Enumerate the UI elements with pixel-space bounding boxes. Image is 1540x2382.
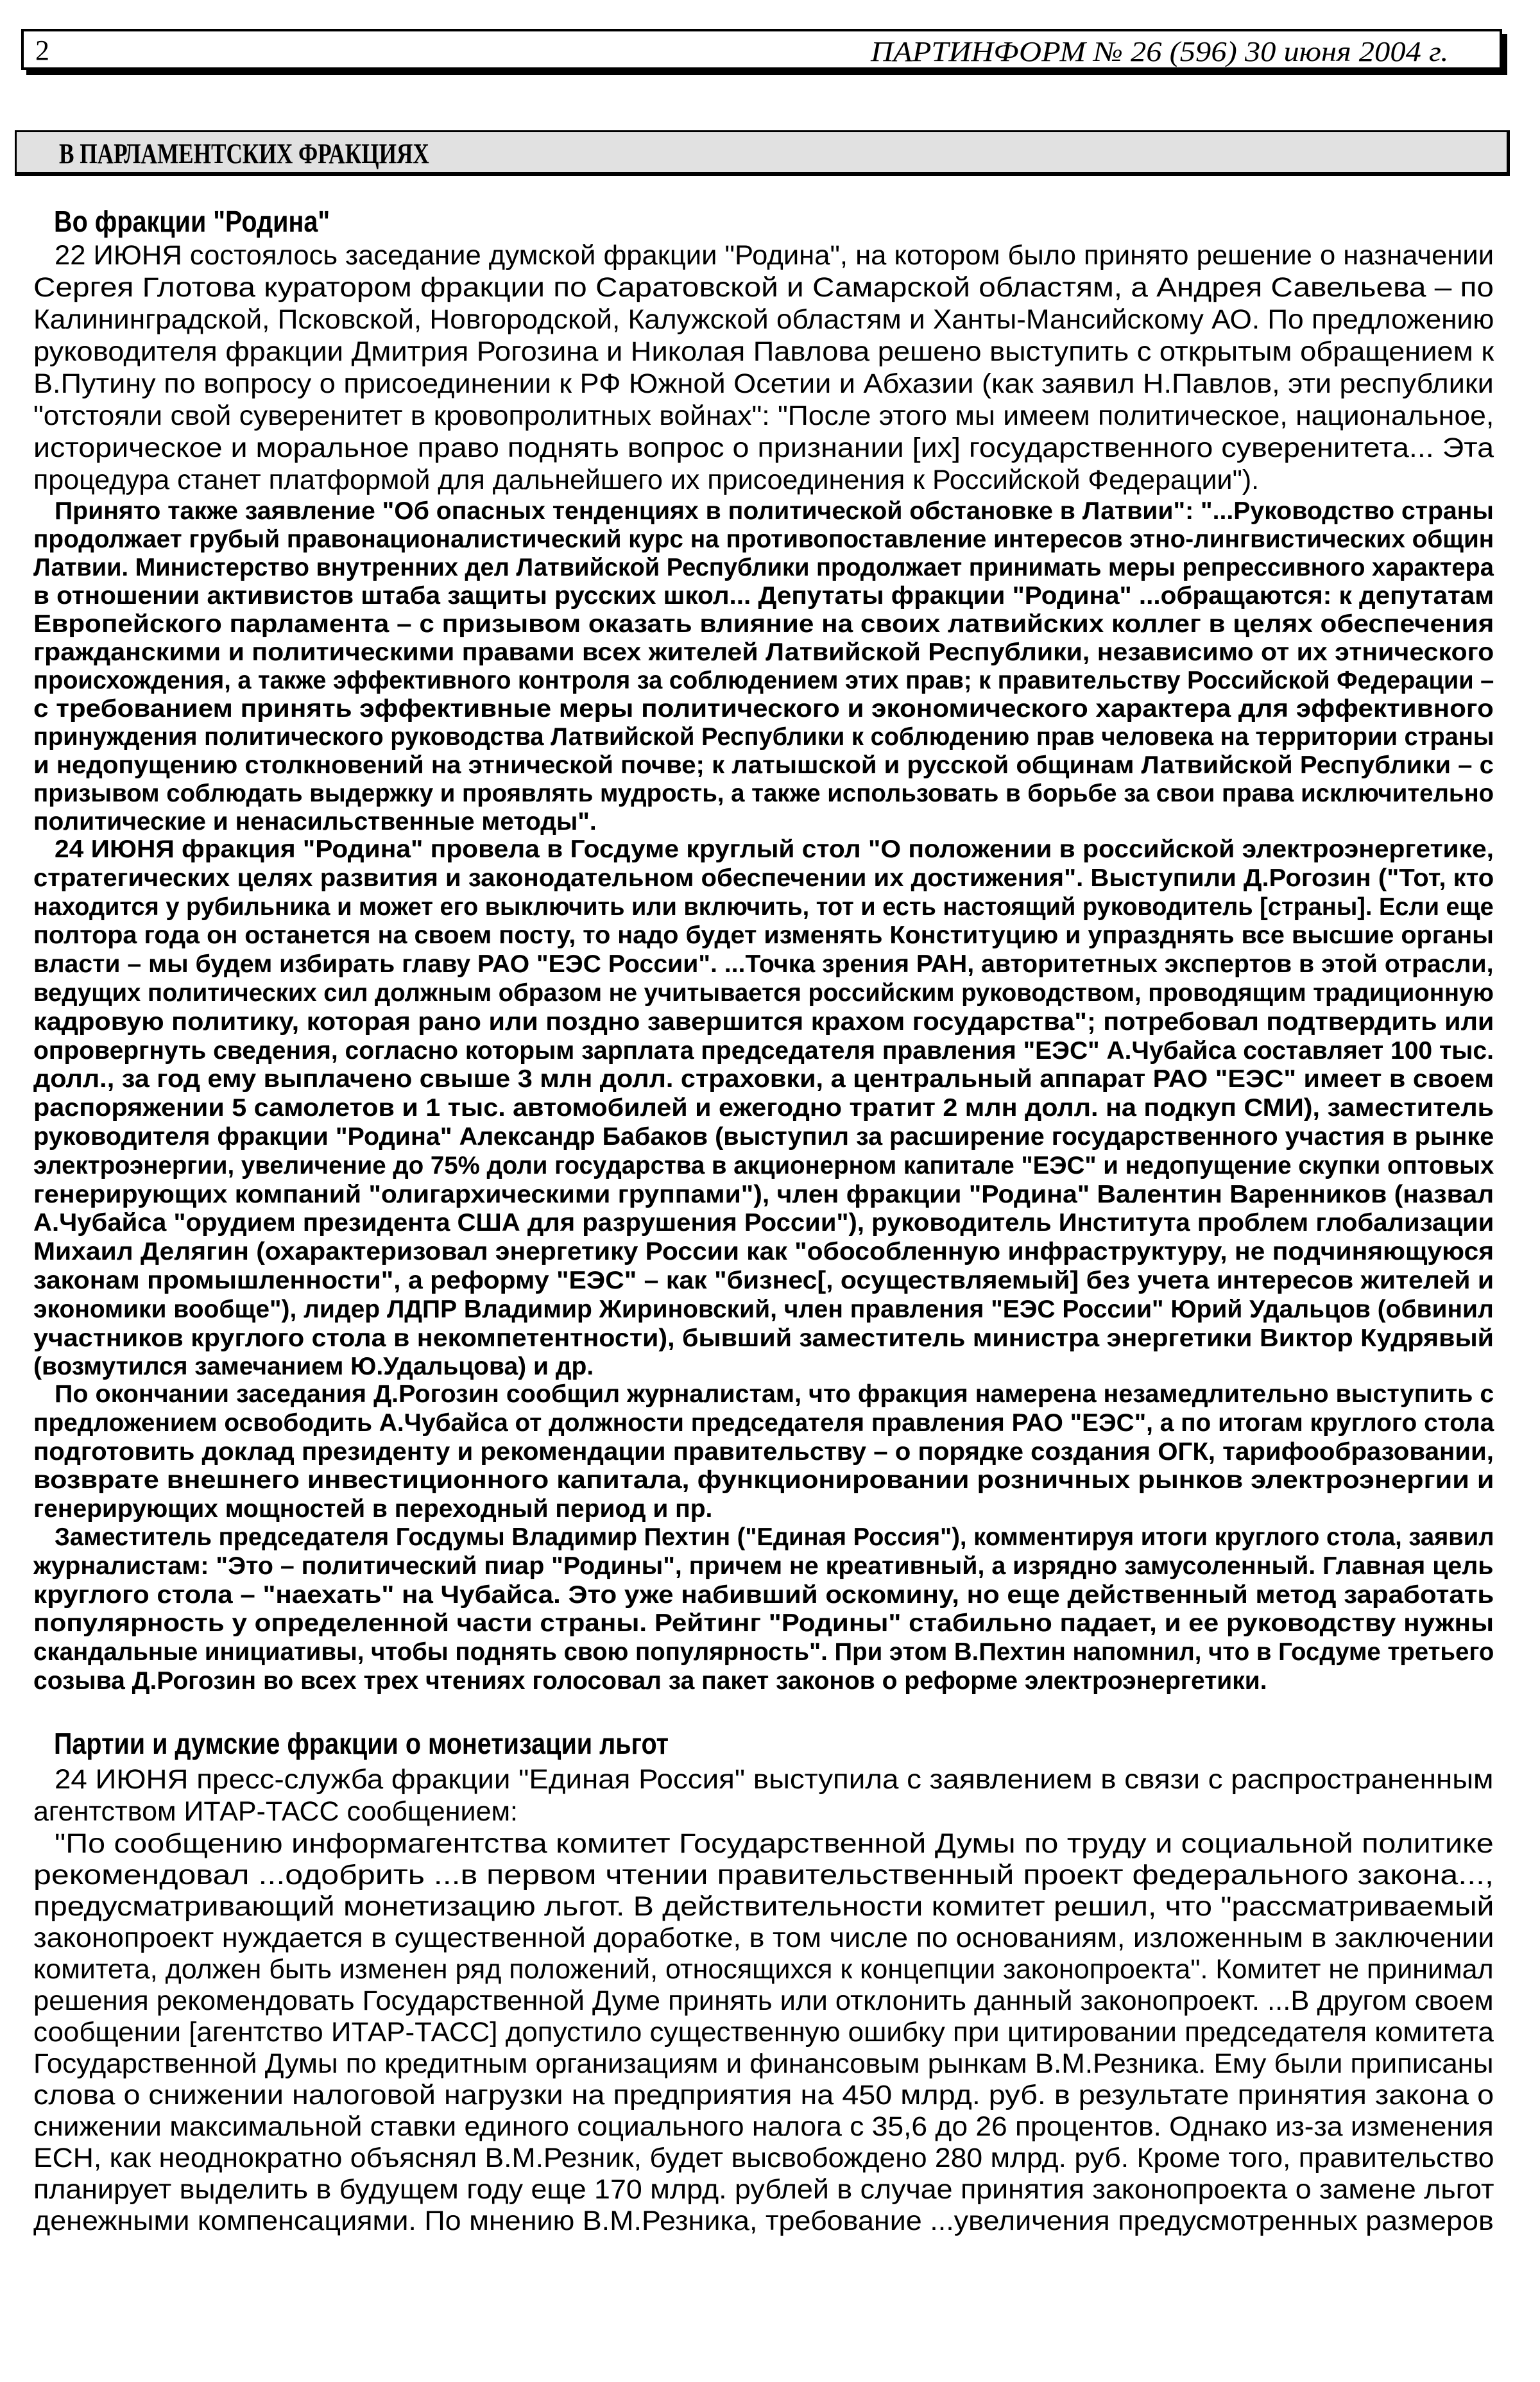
text-line bbox=[33, 1860, 1494, 1891]
paragraph bbox=[33, 1763, 1494, 1828]
text-line bbox=[33, 1795, 1494, 1828]
text-line bbox=[33, 1609, 1494, 1638]
text-line-content: (возмутился замечанием Ю.Удальцова) и др. bbox=[33, 1353, 594, 1381]
text-line-content: опровергнуть сведения, согласно которым зарплата председателя правления "ЕЭС" А.Чубайса составляет 100 тыс. bbox=[33, 1036, 1494, 1065]
text-line-content: ЕСН, как неоднократно объяснял В.М.Резник, будет высвобождено 280 млрд. руб. Кроме того, правительство bbox=[33, 2143, 1494, 2173]
text-line bbox=[33, 2111, 1494, 2143]
paragraph bbox=[33, 239, 1494, 496]
text-line bbox=[33, 1238, 1494, 1267]
text-line bbox=[33, 695, 1494, 723]
page-header bbox=[21, 29, 1502, 70]
text-line-content: генерирующих компаний "олигархическими группами"), член фракции "Родина" Валентин Варенников (назвал bbox=[33, 1180, 1494, 1208]
text-line bbox=[33, 2017, 1494, 2048]
text-line-content: Государственной Думы по кредитным организациям и финансовым рынкам В.М.Резника. Ему были приписаны bbox=[33, 2048, 1494, 2079]
text-line-content: в отношении активистов штаба защиты русских школ... Депутаты фракции "Родина" ...обращаются: к депутатам bbox=[33, 582, 1494, 610]
text-line-content: руководителя фракции Дмитрия Рогозина и Николая Павлова решено выступить с открытым обращением к bbox=[33, 336, 1494, 367]
text-line-content: скандальные инициативы, чтобы поднять свою популярность". При этом В.Пехтин напомнил, что в Госдуме третьего bbox=[33, 1638, 1494, 1667]
text-line bbox=[33, 723, 1494, 751]
paragraph bbox=[33, 1523, 1494, 1696]
text-line bbox=[33, 1985, 1494, 2017]
text-line-content: круглого стола – "наехать" на Чубайса. Это уже набивший оскомину, но еще действенный метод заработать bbox=[33, 1581, 1494, 1609]
text-line-content: генерирующих мощностей в переходный период и пр. bbox=[33, 1495, 713, 1523]
text-line bbox=[33, 336, 1494, 368]
text-line bbox=[33, 893, 1494, 922]
text-line bbox=[33, 1324, 1494, 1353]
text-line-content: полтора года он останется на своем посту, то надо будет изменять Конституцию и упразднять все высшие органы bbox=[33, 921, 1494, 950]
text-line bbox=[33, 667, 1494, 695]
text-line-content: Латвии. Министерство внутренних дел Латвийской Республики продолжает принимать меры репрессивного характера bbox=[33, 554, 1494, 581]
text-line-content: агентством ИТАР-ТАСС сообщением: bbox=[33, 1796, 518, 1827]
text-line bbox=[33, 921, 1494, 950]
text-line bbox=[33, 368, 1494, 400]
text-line bbox=[33, 1638, 1494, 1667]
text-line-content: слова о снижении налоговой нагрузки на предприятия на 450 млрд. руб. в результате принятия закона о bbox=[33, 2080, 1494, 2111]
text-line-content: с требованием принять эффективные меры политического и экономического характера для эффективного bbox=[33, 695, 1494, 723]
text-line-content: созыва Д.Рогозин во всех трех чтениях голосовал за пакет законов о реформе электроэнергетики. bbox=[33, 1667, 1267, 1695]
text-line-content: ведущих политических сил должным образом не учитывается российским руководством, проводящим традиционную bbox=[33, 979, 1494, 1007]
text-line-content: Заместитель председателя Госдумы Владимир Пехтин ("Единая Россия"), комментируя итоги круглого стола, заявил bbox=[55, 1523, 1494, 1551]
text-line-content: законам промышленности", а реформу "ЕЭС" – как "бизнес[, осуществляемый] без учета интересов жителей и bbox=[33, 1266, 1494, 1294]
text-line bbox=[33, 864, 1494, 893]
text-line bbox=[33, 526, 1494, 554]
text-line bbox=[33, 554, 1494, 582]
publication-title: ПАРТИНФОРМ № 26 (596) 30 июня 2004 г. bbox=[871, 36, 1449, 67]
text-line bbox=[33, 1763, 1494, 1795]
text-line-content: Европейского парламента – с призывом оказать влияние на своих латвийских коллег в целях обеспечения bbox=[33, 610, 1494, 638]
text-line bbox=[33, 1552, 1494, 1581]
text-line bbox=[33, 1891, 1494, 1923]
text-line-content: процедура станет платформой для дальнейшего их присоединения к Российской Федерации"). bbox=[33, 465, 1260, 495]
text-line-content: популярность у определенной части страны. Рейтинг "Родины" стабильно падает, и ее руководству нужны bbox=[33, 1609, 1494, 1638]
text-line-content: "По сообщению информагентства комитет Государственной Думы по труду и социальной политике bbox=[55, 1828, 1494, 1859]
text-line-content: экономики вообще"), лидер ЛДПР Владимир Жириновский, член правления "ЕЭС России" Юрий Удальцов (обвинил bbox=[33, 1295, 1494, 1323]
text-line bbox=[33, 1380, 1494, 1409]
text-line-content: законопроект нуждается в существенной доработке, в том числе по основаниям, изложенным в заключении bbox=[33, 1923, 1494, 1953]
text-line-content: снижении максимальной ставки единого социального налога с 35,6 до 26 процентов. Однако из-за изменения bbox=[33, 2111, 1494, 2142]
text-line-content: подготовить доклад президенту и рекомендации правительству – о порядке создания ОГК, тарифообразовании, bbox=[33, 1437, 1494, 1466]
text-line bbox=[33, 2048, 1494, 2080]
text-line-content: руководителя фракции "Родина" Александр Бабаков (выступил за расширение государственного участия в рынке bbox=[33, 1122, 1494, 1151]
text-line-content: Михаил Делягин (охарактеризовал энергетику России как "обособленную инфраструктуру, не подчиняющуюся bbox=[33, 1238, 1494, 1266]
text-line-content: А.Чубайса "орудием президента США для разрушения России"), руководитель Института проблем глобализации bbox=[33, 1209, 1494, 1237]
text-line bbox=[33, 1065, 1494, 1094]
text-line bbox=[33, 950, 1494, 979]
text-line-content: 24 ИЮНЯ фракция "Родина" провела в Госдуме круглый стол "О положении в российской электроэнергетике, bbox=[55, 835, 1494, 863]
text-line bbox=[33, 2174, 1494, 2206]
text-line-content: принуждения политического руководства Латвийской Республики к соблюдению прав человека на территории страны bbox=[33, 723, 1494, 751]
text-line-content: 22 ИЮНЯ состоялось заседание думской фракции "Родина", на котором было принято решение о назначении bbox=[55, 240, 1494, 271]
text-line bbox=[33, 271, 1494, 304]
text-line-content: и недопущению столкновений на этнической почве; к латышской и русской общинам Латвийской Республики – с bbox=[33, 751, 1494, 779]
text-line-content: продолжает грубый правонационалистический курс на противопоставление интересов этно-лингвистических общин bbox=[33, 526, 1494, 553]
text-line-content: планирует выделить в будущем году еще 170 млрд. рублей в случае принятия законопроекта о замене льгот bbox=[33, 2174, 1494, 2205]
text-line-content: В.Путину по вопросу о присоединении к РФ Южной Осетии и Абхазии (как заявил Н.Павлов, эти республики bbox=[33, 368, 1494, 399]
text-line bbox=[33, 239, 1494, 271]
text-line-content: 24 ИЮНЯ пресс-служба фракции "Единая Россия" выступила с заявлением в связи с распространенным bbox=[55, 1764, 1494, 1795]
text-line bbox=[33, 1667, 1494, 1696]
text-line bbox=[33, 432, 1494, 464]
text-line-content: призывом соблюдать выдержку и проявлять мудрость, а также использовать в борьбе за свои права исключительно bbox=[33, 780, 1494, 807]
text-line-content: предусматривающий монетизацию льгот. В действительности комитет решил, что "рассматриваемый bbox=[33, 1891, 1494, 1922]
text-line bbox=[33, 835, 1494, 864]
text-line bbox=[33, 1495, 1494, 1524]
section-title: В ПАРЛАМЕНТСКИХ ФРАКЦИЯХ bbox=[59, 138, 429, 169]
text-line-content: долл., за год ему выплачено свыше 3 млн долл. страховки, а центральный аппарат РАО "ЕЭС" имеет в своем bbox=[33, 1065, 1494, 1093]
text-line bbox=[33, 2206, 1494, 2237]
text-line bbox=[33, 2143, 1494, 2174]
text-line bbox=[33, 464, 1494, 496]
paragraph bbox=[33, 497, 1494, 836]
text-line-content: сообщении [агентство ИТАР-ТАСС] допустило существенную ошибку при цитировании председателя комитета bbox=[33, 2017, 1494, 2048]
text-line bbox=[33, 1123, 1494, 1152]
text-line-content: власти – мы будем избирать главу РАО "ЕЭС России". ...Точка зрения РАН, авторитетных экспертов в этой отрасли, bbox=[33, 950, 1494, 979]
page-number: 2 bbox=[35, 35, 49, 66]
text-line bbox=[33, 1409, 1494, 1438]
text-line bbox=[33, 582, 1494, 610]
text-line bbox=[33, 1008, 1494, 1037]
text-line bbox=[33, 1581, 1494, 1610]
text-line bbox=[33, 304, 1494, 336]
text-line-content: рекомендовал ...одобрить ...в первом чтении правительственный проект федерального закона..., bbox=[33, 1860, 1494, 1890]
paragraph bbox=[33, 835, 1494, 1382]
text-line-content: возврате внешнего инвестиционного капитала, функционировании розничных рынков электроэнергии и bbox=[33, 1466, 1494, 1495]
text-line-content: происхождения, а также эффективного контроля за соблюдением этих прав; к правительству Российской Федерации – bbox=[33, 667, 1494, 694]
text-line-content: стратегических целях развития и законодательном обеспечении их достижения". Выступили Д.Рогозин ("Тот, кто bbox=[33, 864, 1494, 892]
text-line bbox=[33, 638, 1494, 667]
text-line bbox=[33, 1181, 1494, 1210]
text-line-content: предложением освободить А.Чубайса от должности председателя правления РАО "ЕЭС", а по итогам круглого стола bbox=[33, 1409, 1494, 1437]
text-line bbox=[33, 1094, 1494, 1123]
paragraph bbox=[33, 1380, 1494, 1524]
text-line bbox=[33, 610, 1494, 638]
text-line-content: комитета, должен быть изменен ряд положений, относящихся к концепции законопроекта". Комитет не принимал bbox=[33, 1954, 1494, 1985]
text-line bbox=[33, 1438, 1494, 1467]
text-line bbox=[33, 1923, 1494, 1954]
text-line bbox=[33, 1037, 1494, 1066]
text-line-content: электроэнергии, увеличение до 75% доли государства в акционерном капитале "ЕЭС" и недопущение скупки оптовых bbox=[33, 1151, 1494, 1179]
text-line-content: журналистам: "Это – политический пиар "Родины", причем не креативный, а изрядно замусоленный. Главная цель bbox=[33, 1552, 1494, 1580]
text-line bbox=[33, 751, 1494, 780]
text-line-content: Калининградской, Псковской, Новгородской, Калужской областям и Ханты-Мансийскому АО. По предложению bbox=[33, 304, 1494, 335]
text-line bbox=[33, 1954, 1494, 1985]
text-line-content: денежными компенсациями. По мнению В.М.Резника, требование ...увеличения предусмотренных размеров bbox=[33, 2206, 1494, 2236]
text-line bbox=[33, 1523, 1494, 1552]
text-line bbox=[33, 400, 1494, 432]
article-title-rodina: Во фракции "Родина" bbox=[54, 205, 330, 238]
text-line bbox=[33, 497, 1494, 526]
text-line bbox=[33, 1152, 1494, 1181]
text-line bbox=[33, 1353, 1494, 1382]
text-line-content: Принято также заявление "Об опасных тенденциях в политической обстановке в Латвии": "...Руководство страны bbox=[55, 497, 1494, 525]
text-line-content: гражданскими и политическими правами всех жителей Латвийской Республики, независимо от их этнического bbox=[33, 638, 1494, 666]
text-line-content: По окончании заседания Д.Рогозин сообщил журналистам, что фракция намерена незамедлительно выступить с bbox=[55, 1380, 1494, 1408]
text-line bbox=[33, 979, 1494, 1008]
text-line-content: решения рекомендовать Государственной Думе принять или отклонить данный законопроект. ...В другом своем bbox=[33, 1985, 1494, 2016]
section-banner bbox=[15, 130, 1510, 176]
text-line-content: "отстояли свой суверенитет в кровопролитных войнах": "После этого мы имеем политическое, национальное, bbox=[33, 400, 1494, 431]
text-line bbox=[33, 2080, 1494, 2111]
text-line bbox=[33, 1828, 1494, 1860]
text-line-content: политические и ненасильственные методы". bbox=[33, 808, 597, 835]
text-line-content: участников круглого стола в некомпетентности), бывший заместитель министра энергетики Виктор Кудрявый bbox=[33, 1324, 1494, 1352]
text-line bbox=[33, 780, 1494, 808]
text-line-content: историческое и моральное право поднять вопрос о признании [их] государственного суверенитета... Эта bbox=[33, 433, 1494, 463]
text-line bbox=[33, 808, 1494, 836]
article-title-monetization: Партии и думские фракции о монетизации льгот bbox=[54, 1727, 669, 1760]
text-line-content: кадровую политику, которая рано или поздно завершится крахом государства"; потребовал подтвердить или bbox=[33, 1007, 1494, 1036]
text-line-content: находится у рубильника и может его выключить или включить, тот и есть настоящий руководитель [страны]. Если еще bbox=[33, 893, 1494, 921]
text-line-content: распоряжении 5 самолетов и 1 тыс. автомобилей и ежегодно тратит 2 млн долл. на подкуп СМИ), заместитель bbox=[33, 1094, 1494, 1122]
text-line-content: Сергея Глотова куратором фракции по Саратовской и Самарской областям, а Андрея Савельева – по bbox=[33, 272, 1494, 303]
text-line bbox=[33, 1296, 1494, 1324]
text-line bbox=[33, 1466, 1494, 1495]
paragraph bbox=[33, 1828, 1494, 2237]
text-line bbox=[33, 1209, 1494, 1238]
text-line bbox=[33, 1267, 1494, 1296]
